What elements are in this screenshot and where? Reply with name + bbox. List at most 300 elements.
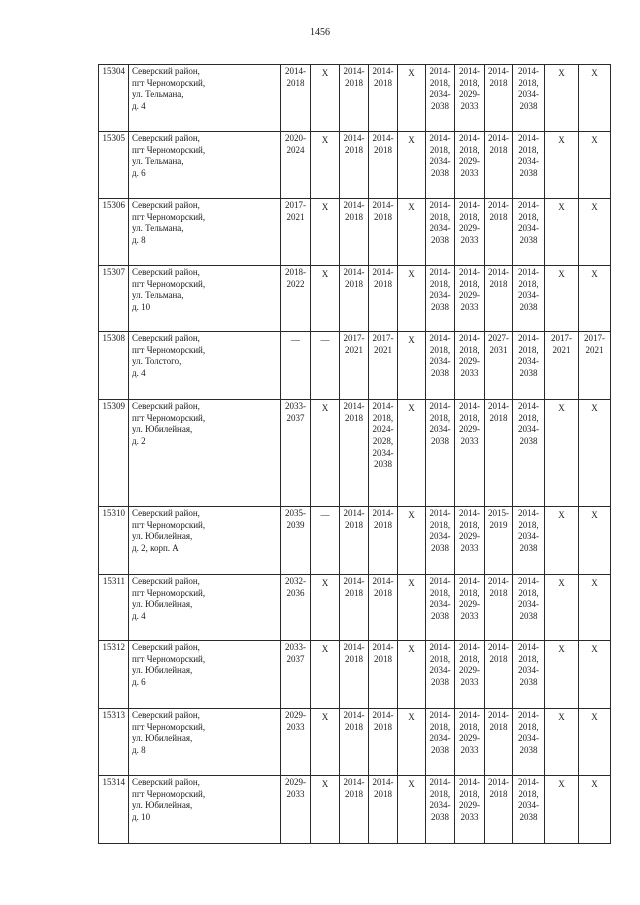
period-value: 2014- 2018 bbox=[488, 267, 509, 289]
period-value: X bbox=[321, 578, 329, 588]
period-cell bbox=[455, 65, 485, 132]
period-cell bbox=[545, 776, 579, 844]
period-cell bbox=[426, 709, 455, 776]
period-cell bbox=[579, 199, 611, 266]
period-cell bbox=[455, 641, 485, 709]
period-value: 2014- 2018, 2034- 2038 bbox=[518, 66, 539, 112]
period-cell bbox=[311, 65, 340, 132]
period-cell bbox=[311, 709, 340, 776]
period-value: 2014- 2018 bbox=[343, 200, 365, 222]
period-value: X bbox=[558, 135, 565, 145]
period-value: 2014- 2018, 2029- 2033 bbox=[459, 333, 480, 379]
period-value: 2014- 2018, 2034- 2038 bbox=[429, 133, 451, 179]
period-cell bbox=[513, 266, 545, 332]
period-cell bbox=[398, 132, 426, 199]
period-value: 2017- 2021 bbox=[343, 333, 365, 355]
period-value: X bbox=[591, 712, 598, 722]
period-value: 2014- 2018 bbox=[488, 200, 509, 222]
period-cell bbox=[485, 507, 513, 575]
period-value: X bbox=[558, 644, 565, 654]
period-cell bbox=[311, 266, 340, 332]
table-row bbox=[99, 65, 611, 132]
period-value: 2014- 2018 bbox=[343, 401, 365, 423]
period-cell bbox=[579, 776, 611, 844]
period-cell bbox=[485, 709, 513, 776]
period-cell bbox=[340, 132, 369, 199]
period-value: X bbox=[408, 578, 415, 588]
period-value: X bbox=[558, 403, 565, 413]
row-number-cell bbox=[99, 332, 129, 400]
address-cell bbox=[129, 709, 281, 776]
address-cell bbox=[129, 266, 281, 332]
address-text: Северский район, пгт Черноморский, ул. Тельмана, д. 10 bbox=[132, 267, 206, 313]
period-cell bbox=[579, 266, 611, 332]
table-row bbox=[99, 575, 611, 641]
period-cell bbox=[579, 332, 611, 400]
period-cell bbox=[369, 332, 398, 400]
period-value: 2014- 2018 bbox=[343, 576, 365, 598]
period-cell bbox=[455, 132, 485, 199]
period-value: X bbox=[321, 135, 329, 145]
address-cell bbox=[129, 199, 281, 266]
period-cell bbox=[513, 400, 545, 507]
period-cell bbox=[579, 507, 611, 575]
period-cell bbox=[369, 132, 398, 199]
period-cell bbox=[398, 709, 426, 776]
period-cell bbox=[311, 575, 340, 641]
period-cell bbox=[513, 65, 545, 132]
period-value: X bbox=[408, 403, 415, 413]
period-value: X bbox=[591, 403, 598, 413]
period-cell bbox=[281, 641, 311, 709]
period-value: 2014- 2018, 2034- 2038 bbox=[429, 200, 451, 246]
row-number: 15308 bbox=[102, 333, 125, 343]
period-cell bbox=[426, 332, 455, 400]
period-cell bbox=[398, 266, 426, 332]
table-row bbox=[99, 507, 611, 575]
period-value: 2017- 2021 bbox=[551, 333, 572, 355]
period-cell bbox=[369, 709, 398, 776]
period-value: 2014- 2018, 2034- 2038 bbox=[429, 508, 451, 554]
address-text: Северский район, пгт Черноморский, ул. Тельмана, д. 4 bbox=[132, 66, 206, 112]
address-cell bbox=[129, 507, 281, 575]
period-value: 2015- 2019 bbox=[488, 508, 509, 530]
period-cell bbox=[340, 507, 369, 575]
period-cell bbox=[369, 400, 398, 507]
period-cell bbox=[340, 641, 369, 709]
period-value: 2014- 2018 bbox=[372, 777, 394, 799]
period-value: 2017- 2021 bbox=[285, 200, 306, 222]
period-value: X bbox=[408, 644, 415, 654]
period-value: 2014- 2018 bbox=[343, 133, 365, 155]
period-value: X bbox=[591, 68, 598, 78]
period-cell bbox=[426, 65, 455, 132]
period-cell bbox=[426, 132, 455, 199]
period-value: 2014- 2018, 2034- 2038 bbox=[518, 200, 539, 246]
period-value: 2014- 2018 bbox=[372, 200, 394, 222]
period-value: 2014- 2018, 2029- 2033 bbox=[459, 576, 480, 622]
period-cell bbox=[455, 332, 485, 400]
period-value: 2033- 2037 bbox=[285, 401, 306, 423]
period-value: 2014- 2018 bbox=[372, 710, 394, 732]
period-cell bbox=[311, 132, 340, 199]
row-number-cell bbox=[99, 400, 129, 507]
period-value: 2029- 2033 bbox=[285, 777, 306, 799]
period-cell bbox=[545, 332, 579, 400]
period-value: 2032- 2036 bbox=[285, 576, 306, 598]
period-value: 2014- 2018 bbox=[372, 267, 394, 289]
period-cell bbox=[426, 776, 455, 844]
period-value: X bbox=[408, 779, 415, 789]
period-cell bbox=[545, 65, 579, 132]
period-value: 2014- 2018 bbox=[343, 777, 365, 799]
period-value: X bbox=[558, 510, 565, 520]
table-row bbox=[99, 709, 611, 776]
period-cell bbox=[579, 575, 611, 641]
period-value: 2020- 2024 bbox=[285, 133, 306, 155]
period-cell bbox=[485, 575, 513, 641]
period-cell bbox=[513, 709, 545, 776]
table-row bbox=[99, 266, 611, 332]
period-value: 2014- 2018 bbox=[343, 710, 365, 732]
period-cell bbox=[513, 575, 545, 641]
row-number: 15311 bbox=[102, 576, 125, 586]
period-cell bbox=[340, 65, 369, 132]
row-number: 15307 bbox=[102, 267, 125, 277]
period-value: X bbox=[591, 510, 598, 520]
address-cell bbox=[129, 332, 281, 400]
period-cell bbox=[398, 65, 426, 132]
period-value: 2014- 2018, 2034- 2038 bbox=[518, 576, 539, 622]
period-value: 2014- 2018 bbox=[343, 267, 365, 289]
period-value: 2014- 2018 bbox=[343, 508, 365, 530]
address-text: Северский район, пгт Черноморский, ул. Юбилейная, д. 4 bbox=[132, 576, 206, 622]
address-cell bbox=[129, 575, 281, 641]
period-cell bbox=[485, 65, 513, 132]
address-text: Северский район, пгт Черноморский, ул. Юбилейная, д. 2, корп. А bbox=[132, 508, 206, 554]
period-value: 2033- 2037 bbox=[285, 642, 306, 664]
period-value: X bbox=[408, 335, 415, 345]
period-cell bbox=[369, 507, 398, 575]
period-cell bbox=[398, 641, 426, 709]
period-value: 2014- 2018, 2029- 2033 bbox=[459, 267, 480, 313]
period-value: X bbox=[321, 202, 329, 212]
period-cell bbox=[545, 507, 579, 575]
period-value: 2014- 2018, 2034- 2038 bbox=[518, 777, 539, 823]
period-cell bbox=[455, 199, 485, 266]
period-value: X bbox=[591, 269, 598, 279]
period-value: X bbox=[591, 578, 598, 588]
period-value: 2035- 2039 bbox=[285, 508, 306, 530]
period-value: X bbox=[558, 712, 565, 722]
period-cell bbox=[398, 400, 426, 507]
period-cell bbox=[369, 199, 398, 266]
period-value: X bbox=[591, 202, 598, 212]
period-value: 2017- 2021 bbox=[372, 333, 394, 355]
period-cell bbox=[455, 709, 485, 776]
period-cell bbox=[455, 575, 485, 641]
period-value: X bbox=[591, 779, 598, 789]
row-number-cell bbox=[99, 776, 129, 844]
period-value: — bbox=[320, 335, 330, 345]
period-cell bbox=[485, 641, 513, 709]
period-value: 2014- 2018 bbox=[372, 576, 394, 598]
period-value: 2014- 2018, 2034- 2038 bbox=[518, 642, 539, 688]
period-value: 2014- 2018, 2034- 2038 bbox=[518, 267, 539, 313]
period-cell bbox=[398, 507, 426, 575]
table-row bbox=[99, 641, 611, 709]
address-cell bbox=[129, 641, 281, 709]
period-value: 2014- 2018 bbox=[372, 66, 394, 88]
period-value: 2014- 2018 bbox=[372, 508, 394, 530]
period-cell bbox=[579, 400, 611, 507]
period-value: 2014- 2018, 2034- 2038 bbox=[518, 508, 539, 554]
period-cell bbox=[579, 709, 611, 776]
row-number-cell bbox=[99, 641, 129, 709]
row-number-cell bbox=[99, 199, 129, 266]
period-value: 2014- 2018 bbox=[488, 710, 509, 732]
period-cell bbox=[369, 266, 398, 332]
period-value: — bbox=[291, 335, 300, 345]
row-number-cell bbox=[99, 507, 129, 575]
period-cell bbox=[340, 266, 369, 332]
period-cell bbox=[398, 575, 426, 641]
period-value: 2014- 2018, 2029- 2033 bbox=[459, 710, 480, 756]
period-cell bbox=[545, 575, 579, 641]
period-value: 2014- 2018, 2029- 2033 bbox=[459, 642, 480, 688]
period-cell bbox=[311, 776, 340, 844]
period-value: X bbox=[591, 644, 598, 654]
period-value: 2014- 2018 bbox=[488, 66, 509, 88]
period-cell bbox=[340, 575, 369, 641]
period-cell bbox=[340, 199, 369, 266]
period-value: 2014- 2018, 2034- 2038 bbox=[429, 777, 451, 823]
period-value: X bbox=[321, 403, 329, 413]
period-value: X bbox=[558, 578, 565, 588]
period-cell bbox=[398, 199, 426, 266]
period-cell bbox=[455, 400, 485, 507]
period-cell bbox=[513, 132, 545, 199]
period-cell bbox=[513, 199, 545, 266]
period-cell bbox=[545, 132, 579, 199]
period-cell bbox=[485, 199, 513, 266]
row-number: 15305 bbox=[102, 133, 125, 143]
period-cell bbox=[311, 400, 340, 507]
period-cell bbox=[545, 709, 579, 776]
period-cell bbox=[281, 507, 311, 575]
period-cell bbox=[369, 776, 398, 844]
table-body bbox=[99, 65, 611, 844]
period-cell bbox=[485, 266, 513, 332]
period-value: 2014- 2018, 2034- 2038 bbox=[429, 333, 451, 379]
period-value: 2018- 2022 bbox=[285, 267, 306, 289]
period-value: 2014- 2018, 2034- 2038 bbox=[429, 710, 451, 756]
period-value: 2017- 2021 bbox=[584, 333, 605, 355]
period-value: 2014- 2018, 2034- 2038 bbox=[429, 642, 451, 688]
period-cell bbox=[513, 776, 545, 844]
period-cell bbox=[369, 575, 398, 641]
period-value: 2014- 2018 bbox=[488, 133, 509, 155]
period-cell bbox=[281, 199, 311, 266]
row-number-cell bbox=[99, 132, 129, 199]
row-number-cell bbox=[99, 575, 129, 641]
row-number: 15313 bbox=[102, 710, 125, 720]
address-text: Северский район, пгт Черноморский, ул. Юбилейная, д. 10 bbox=[132, 777, 206, 823]
address-text: Северский район, пгт Черноморский, ул. Тельмана, д. 8 bbox=[132, 200, 206, 246]
address-cell bbox=[129, 776, 281, 844]
period-cell bbox=[579, 641, 611, 709]
period-cell bbox=[545, 266, 579, 332]
table-row bbox=[99, 776, 611, 844]
period-cell bbox=[513, 641, 545, 709]
row-number: 15306 bbox=[102, 200, 125, 210]
period-value: X bbox=[591, 135, 598, 145]
period-value: 2014- 2018 bbox=[372, 642, 394, 664]
period-cell bbox=[281, 400, 311, 507]
period-cell bbox=[281, 132, 311, 199]
period-cell bbox=[485, 776, 513, 844]
period-cell bbox=[369, 641, 398, 709]
period-cell bbox=[281, 332, 311, 400]
period-value: 2014- 2018, 2029- 2033 bbox=[459, 401, 480, 447]
period-cell bbox=[369, 65, 398, 132]
period-cell bbox=[545, 199, 579, 266]
table-row bbox=[99, 132, 611, 199]
table-row bbox=[99, 332, 611, 400]
period-cell bbox=[311, 507, 340, 575]
period-value: X bbox=[558, 269, 565, 279]
period-cell bbox=[398, 776, 426, 844]
period-cell bbox=[340, 332, 369, 400]
row-number: 15310 bbox=[102, 508, 125, 518]
period-value: X bbox=[321, 779, 329, 789]
period-cell bbox=[398, 332, 426, 400]
period-value: X bbox=[558, 68, 565, 78]
row-number: 15304 bbox=[102, 66, 125, 76]
period-value: 2014- 2018 bbox=[488, 777, 509, 799]
row-number: 15312 bbox=[102, 642, 125, 652]
address-text: Северский район, пгт Черноморский, ул. Юбилейная, д. 6 bbox=[132, 642, 206, 688]
period-value: 2014- 2018, 2029- 2033 bbox=[459, 133, 480, 179]
period-value: 2014- 2018, 2029- 2033 bbox=[459, 508, 480, 554]
period-cell bbox=[340, 776, 369, 844]
period-value: X bbox=[408, 712, 415, 722]
period-value: 2014- 2018 bbox=[343, 66, 365, 88]
period-cell bbox=[311, 199, 340, 266]
period-cell bbox=[281, 575, 311, 641]
period-cell bbox=[579, 65, 611, 132]
row-number-cell bbox=[99, 65, 129, 132]
period-value: X bbox=[408, 68, 415, 78]
period-cell bbox=[281, 266, 311, 332]
period-cell bbox=[426, 199, 455, 266]
period-value: 2014- 2018, 2034- 2038 bbox=[429, 576, 451, 622]
period-value: 2014- 2018 bbox=[343, 642, 365, 664]
period-cell bbox=[340, 400, 369, 507]
table-row bbox=[99, 400, 611, 507]
period-value: X bbox=[558, 779, 565, 789]
period-cell bbox=[281, 776, 311, 844]
period-cell bbox=[545, 400, 579, 507]
period-value: 2014- 2018 bbox=[285, 66, 306, 88]
period-value: 2014- 2018, 2034- 2038 bbox=[518, 401, 539, 447]
period-cell bbox=[485, 132, 513, 199]
period-cell bbox=[281, 65, 311, 132]
period-value: 2014- 2018, 2034- 2038 bbox=[429, 267, 451, 313]
row-number: 15309 bbox=[102, 401, 125, 411]
period-cell bbox=[426, 507, 455, 575]
period-cell bbox=[513, 332, 545, 400]
period-value: X bbox=[321, 712, 329, 722]
period-value: 2029- 2033 bbox=[285, 710, 306, 732]
period-value: X bbox=[558, 202, 565, 212]
period-value: 2014- 2018, 2034- 2038 bbox=[518, 710, 539, 756]
period-value: X bbox=[408, 135, 415, 145]
period-value: 2014- 2018, 2034- 2038 bbox=[429, 66, 451, 112]
period-cell bbox=[426, 641, 455, 709]
address-text: Северский район, пгт Черноморский, ул. Толстого, д. 4 bbox=[132, 333, 206, 379]
period-value: 2014- 2018 bbox=[488, 642, 509, 664]
address-text: Северский район, пгт Черноморский, ул. Юбилейная, д. 2 bbox=[132, 401, 206, 447]
period-cell bbox=[455, 507, 485, 575]
period-cell bbox=[426, 266, 455, 332]
period-value: 2014- 2018 bbox=[488, 401, 509, 423]
period-value: X bbox=[321, 269, 329, 279]
period-cell bbox=[513, 507, 545, 575]
period-value: 2014- 2018, 2029- 2033 bbox=[459, 66, 480, 112]
period-cell bbox=[485, 400, 513, 507]
period-value: X bbox=[408, 202, 415, 212]
period-cell bbox=[455, 776, 485, 844]
period-cell bbox=[426, 400, 455, 507]
period-cell bbox=[311, 641, 340, 709]
period-value: X bbox=[321, 68, 329, 78]
row-number-cell bbox=[99, 709, 129, 776]
period-value: — bbox=[320, 510, 330, 520]
address-cell bbox=[129, 132, 281, 199]
period-value: 2014- 2018, 2034- 2038 bbox=[518, 133, 539, 179]
period-value: 2014- 2018 bbox=[488, 576, 509, 598]
period-cell bbox=[545, 641, 579, 709]
row-number: 15314 bbox=[102, 777, 125, 787]
table-row bbox=[99, 199, 611, 266]
address-cell bbox=[129, 400, 281, 507]
period-cell bbox=[340, 709, 369, 776]
period-value: 2027- 2031 bbox=[488, 333, 509, 355]
address-cell bbox=[129, 65, 281, 132]
period-value: X bbox=[321, 644, 329, 654]
period-cell bbox=[485, 332, 513, 400]
address-text: Северский район, пгт Черноморский, ул. Юбилейная, д. 8 bbox=[132, 710, 206, 756]
row-number-cell bbox=[99, 266, 129, 332]
period-value: 2014- 2018, 2024- 2028, 2034- 2038 bbox=[372, 401, 394, 470]
housing-repair-schedule-table bbox=[98, 64, 611, 844]
period-value: 2014- 2018, 2034- 2038 bbox=[518, 333, 539, 379]
period-cell bbox=[426, 575, 455, 641]
period-cell bbox=[579, 132, 611, 199]
period-cell bbox=[281, 709, 311, 776]
period-value: X bbox=[408, 510, 415, 520]
period-value: 2014- 2018, 2034- 2038 bbox=[429, 401, 451, 447]
period-cell bbox=[455, 266, 485, 332]
period-value: 2014- 2018, 2029- 2033 bbox=[459, 200, 480, 246]
period-value: 2014- 2018 bbox=[372, 133, 394, 155]
address-text: Северский район, пгт Черноморский, ул. Тельмана, д. 6 bbox=[132, 133, 206, 179]
period-cell bbox=[311, 332, 340, 400]
period-value: X bbox=[408, 269, 415, 279]
page-number: 1456 bbox=[310, 27, 330, 38]
period-value: 2014- 2018, 2029- 2033 bbox=[459, 777, 480, 823]
